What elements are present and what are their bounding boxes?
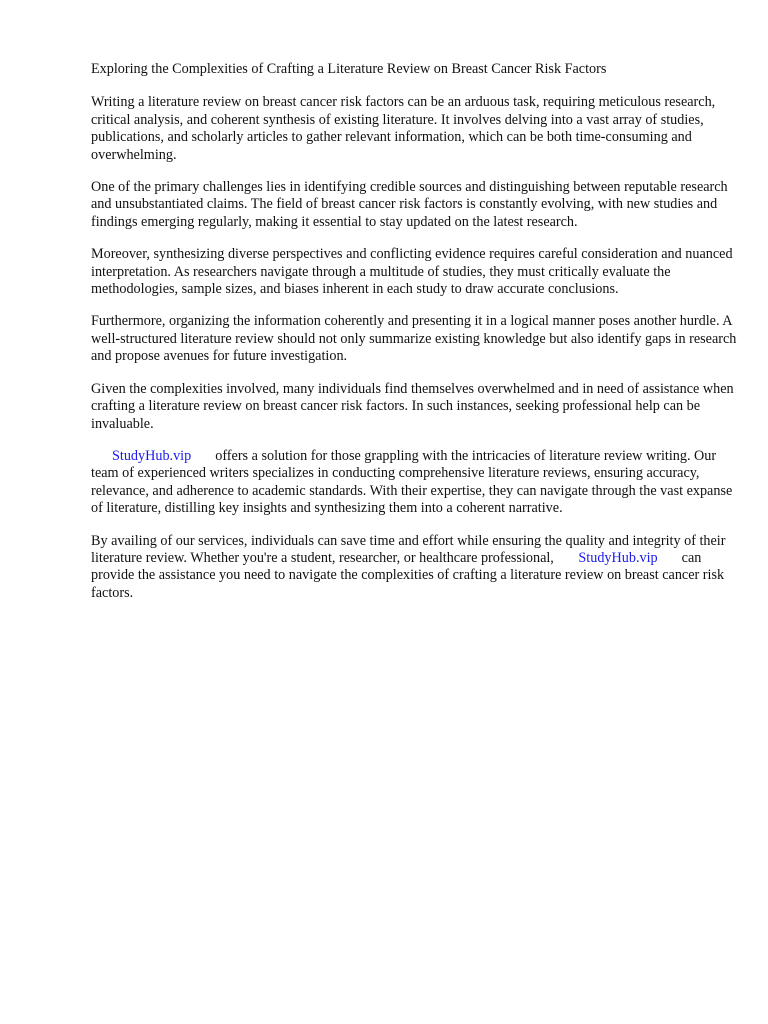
paragraph-assistance: Given the complexities involved, many individuals find themselves overwhelmed and in need of assistance when crafting a literature review on breast cancer risk factors. In such instances, seeking professional help can be invaluable.: [91, 380, 734, 432]
paragraph-offer: [91, 448, 741, 518]
paragraph-closing-text-a: By availing of our services, individuals can save time and effort while ensuring the quality and integrity of their literature review. Whether you're a student, researcher, or healthcare professional,: [91, 532, 726, 566]
document-page: [91, 61, 741, 617]
paragraph-offer-text: offers a solution for those grappling with the intricacies of literature review writing. Our team of experienced writers specializes in conducting comprehensive literature reviews, ensuring accuracy, relevance, and adherence to academic standards. With their expertise, they can navigate through the vast expanse of literature, distilling key insights and synthesizing them into a coherent narrative.: [91, 447, 733, 517]
studyhub-link[interactable]: StudyHub.vip: [112, 447, 192, 464]
paragraph-closing-text-b: can provide the assistance you need to navigate the complexities of crafting a literature review on breast cancer risk factors.: [91, 549, 725, 601]
document-title: Exploring the Complexities of Crafting a Literature Review on Breast Cancer Risk Factors: [91, 61, 607, 77]
paragraph-challenges: One of the primary challenges lies in identifying credible sources and distinguishing between reputable research and unsubstantiated claims. The field of breast cancer risk factors is constantly evolving, with new studies and findings emerging regularly, making it essential to stay updated on the latest research.: [91, 179, 728, 230]
paragraph-closing: [91, 533, 741, 603]
paragraph-synthesis: Moreover, synthesizing diverse perspectives and conflicting evidence requires careful consideration and nuanced interpretation. As researchers navigate through a multitude of studies, they must critically evaluate the methodologies, sample sizes, and biases inherent in each study to draw accurate conclusions.: [91, 246, 733, 298]
paragraph-intro: Writing a literature review on breast cancer risk factors can be an arduous task, requiring meticulous research, critical analysis, and coherent synthesis of existing literature. It involves delving into a vast array of studies, publications, and scholarly articles to gather relevant information, which can be both time-consuming and overwhelming.: [91, 94, 716, 163]
paragraph-organization: Furthermore, organizing the information coherently and presenting it in a logical manner poses another hurdle. A well-structured literature review should not only summarize existing knowledge but also identify gaps in research and propose avenues for future investigation.: [91, 313, 737, 365]
studyhub-link-2[interactable]: StudyHub.vip: [578, 549, 658, 566]
